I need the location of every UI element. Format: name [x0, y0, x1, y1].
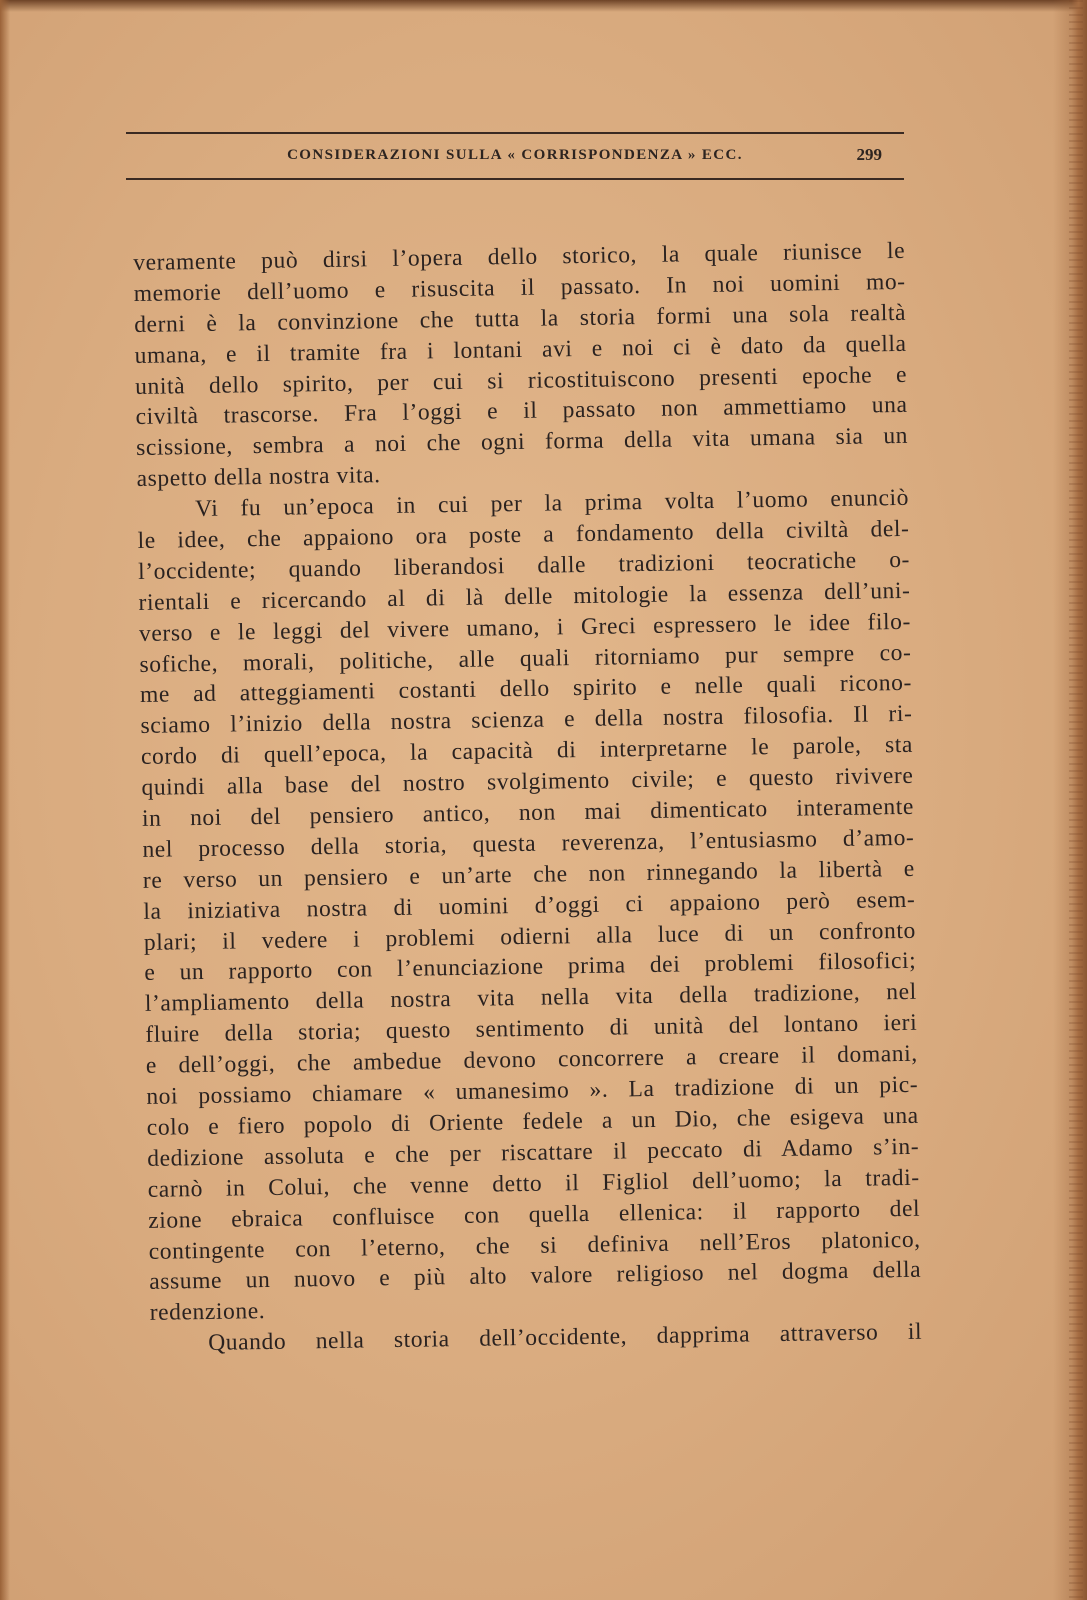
text-line: sciamo l’inizio della nostra scienza e della nostra filosofia. Il ri- — [140, 701, 913, 740]
text-line: aspetto della nostra vita. — [136, 462, 381, 493]
text-line: l’occidente; quando liberandosi dalle tradizioni teocratiche o- — [137, 546, 911, 585]
text-line: plari; il vedere i problemi odierni alla luce di un confronto — [143, 917, 917, 956]
text-line: la iniziativa nostra di uomini d’oggi ci appaiono però esem- — [143, 886, 916, 925]
text-line: sofiche, morali, politiche, alle quali ritorniamo pur sempre co- — [139, 639, 912, 678]
text-line: noi possiamo chiamare « umanesimo ». La tradizione di un pic- — [146, 1071, 919, 1110]
text-line: veramente può dirsi l’opera dello storico, la quale riunisce le — [133, 237, 906, 276]
running-head-title: CONSIDERAZIONI SULLA « CORRISPONDENZA » ECC. — [287, 147, 743, 163]
text-line: cordo di quell’epoca, la capacità di interpretarne le parole, sta — [140, 732, 914, 771]
text-line: verso e le leggi del vivere umano, i Greci espressero le idee filo- — [138, 608, 912, 647]
text-line: carnò in Colui, che venne detto il Figliol dell’uomo; la tradi- — [147, 1164, 920, 1203]
header-rule-bottom — [126, 178, 904, 180]
text-line: umana, e il tramite fra i lontani avi e noi ci è dato da quella — [134, 330, 907, 369]
text-line: Quando nella storia dell’occidente, dapprima attraverso il — [208, 1318, 923, 1357]
text-line: memorie dell’uomo e risuscita il passato. In noi uomini mo- — [133, 268, 906, 307]
text-line: e dell’oggi, che ambedue devono concorrere a creare il domani, — [145, 1040, 918, 1080]
text-line: contingente con l’eterno, che si definiva nell’Eros platonico, — [148, 1226, 921, 1265]
text-line: le idee, che appaiono ora poste a fondamento della civiltà del- — [137, 515, 910, 554]
text-line: rientali e ricercando al di là delle mitologie la essenza dell’uni- — [138, 577, 911, 616]
text-line: e un rapporto con l’enunciazione prima dei problemi filosofici; — [144, 948, 917, 987]
running-head — [126, 132, 904, 180]
text-line: me ad atteggiamenti costanti dello spirito e nelle quali ricono- — [139, 670, 913, 709]
page-stack-edges — [1069, 0, 1083, 1600]
text-line: derni è la convinzione che tutta la storia formi una sola realtà — [134, 299, 907, 338]
text-line: Vi fu un’epoca in cui per la prima volta l’uomo enunciò — [194, 484, 910, 523]
text-line: unità dello spirito, per cui si ricostituiscono presenti epoche e — [134, 361, 908, 400]
text-line: l’ampliamento della nostra vita nella vita della tradizione, nel — [144, 979, 917, 1018]
page-top-edge — [0, 0, 1087, 12]
header-rule-top — [126, 132, 904, 134]
text-line: re verso un pensiero e un’arte che non rinnegando la libertà e — [142, 855, 916, 894]
page-number: 299 — [856, 145, 882, 164]
text-line: dedizione assoluta e che per riscattare il peccato di Adamo s’in- — [147, 1133, 920, 1172]
text-line: assume un nuovo e più alto valore religioso nel dogma della — [149, 1257, 922, 1296]
text-line: scissione, sembra a noi che ogni forma della vita umana sia un — [135, 423, 909, 462]
text-line: in noi del pensiero antico, non mai dimenticato interamente — [141, 793, 915, 832]
page-left-edge — [0, 0, 10, 1600]
text-line: quindi alla base del nostro svolgimento civile; e questo rivivere — [141, 762, 914, 802]
text-line: redenzione. — [149, 1298, 266, 1327]
body-text — [133, 236, 922, 1360]
text-line: nel processo della storia, questa reverenza, l’entusiasmo d’amo- — [142, 824, 915, 863]
text-line: colo e fiero popolo di Oriente fedele a un Dio, che esigeva una — [146, 1102, 919, 1141]
text-line: civiltà trascorse. Fra l’oggi e il passato non ammettiamo una — [135, 392, 908, 431]
text-line: fluire della storia; questo sentimento di unità del lontano ieri — [145, 1010, 918, 1049]
text-line: zione ebraica confluisce con quella ellenica: il rapporto del — [148, 1195, 921, 1234]
